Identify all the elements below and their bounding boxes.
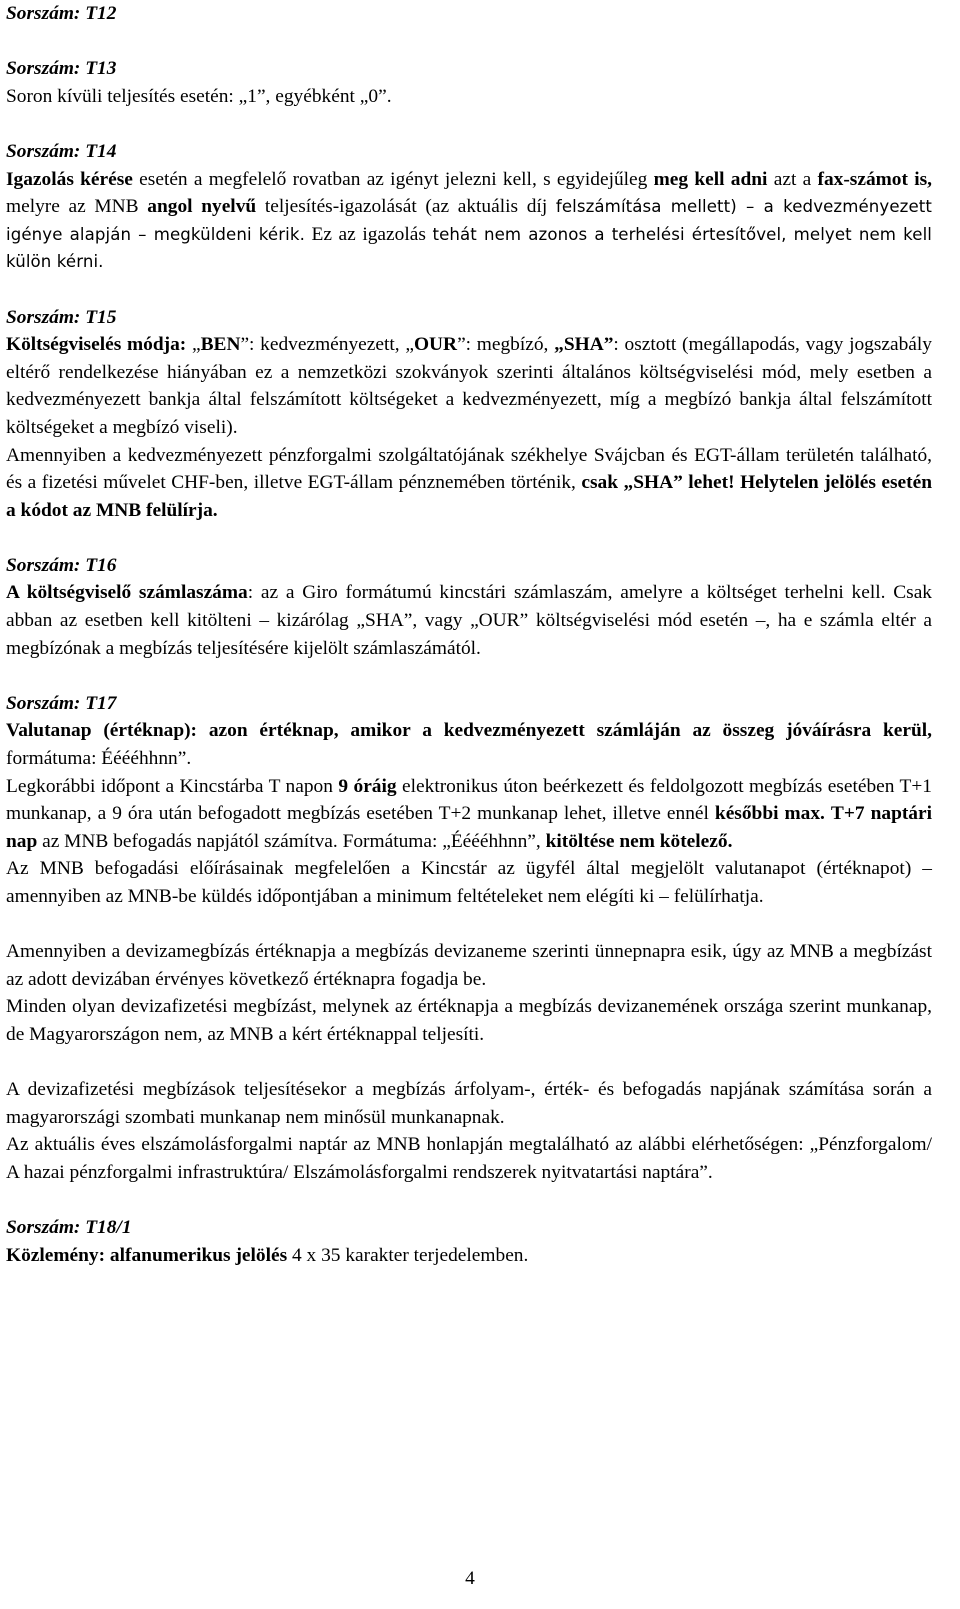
section-spacer [6, 110, 932, 138]
bold-text: Valutanap (értéknap): azon értéknap, amikor a kedvezményezett számláján az összeg jóváírásra kerül, [6, 720, 932, 742]
text-run: ”: megbízó, [457, 334, 555, 356]
text-run: 4 x 35 karakter terjedelemben. [287, 1244, 529, 1266]
text-run: ”: kedvezményezett, „ [240, 334, 414, 356]
text-run: Soron kívüli teljesítés esetén: „1”, egyébként „0”. [6, 85, 392, 107]
paragraph [6, 331, 932, 441]
bold-text: OUR [413, 334, 458, 356]
bold-text: későbbi max. [714, 803, 825, 825]
text-run: elektronikus úton beérkezett és feldolgozott megbízás esetében T+1 munkanap, a 9 óra után befogadott megbízás esetében T+2 munkanap lehet, illetve ennél [6, 775, 932, 825]
bold-text: A költségviselő számlaszáma [6, 582, 248, 604]
text-run: Legkorábbi időpont a Kincstárba T napon [6, 775, 339, 797]
paragraph-spacer [6, 911, 932, 939]
paragraph [6, 1242, 932, 1270]
paragraph [6, 579, 932, 662]
paragraph [6, 1076, 932, 1131]
bold-text: Helytelen jelölés esetén a kódot az MNB felülírja. [6, 472, 932, 521]
paragraph [6, 773, 932, 856]
text-run: Minden olyan devizafizetési megbízást, melynek az értéknapja a megbízás devizanemének országa szerint munkanap, de Magyarországon nem, az MNB a kért értéknappal teljesíti. [6, 996, 932, 1045]
section-heading-t14: Sorszám: T14 [6, 140, 117, 162]
text-run: azt a [767, 168, 818, 190]
bold-text: Költségviselés módja: [6, 334, 187, 356]
paragraph [6, 166, 932, 276]
section-spacer [6, 1187, 932, 1215]
text-run: melyre az MNB [6, 196, 148, 218]
paragraph [6, 83, 932, 111]
paragraph [6, 993, 932, 1048]
text-run: : osztott (megállapodás, vagy jogszabály eltérő rendelkezése hiányában ez a nemzetközi szokványok szerinti általános költségviselési mód, mely esetben a kedvezményezett bankja által felszámított költségeket a kedvezményezett, míg a megbízó bankja által felszámított költségeket a megbízó viseli). [6, 334, 932, 438]
bold-text: Igazolás kérése [6, 168, 133, 190]
section-spacer [6, 524, 932, 552]
bold-text: kitöltése nem kötelező. [545, 830, 733, 852]
paragraph [6, 717, 932, 772]
bold-text: csak „SHA” lehet! [581, 472, 735, 494]
text-run: Amennyiben a kedvezményezett pénzforgalmi szolgáltatójának székhelye Svájcban és EGT-állam területén található, és a fizetési művelet CHF-ben, illetve EGT-állam pénznemében történik, [6, 444, 932, 494]
bold-text: „SHA” [554, 334, 614, 356]
section-heading-t15: Sorszám: T15 [6, 306, 117, 328]
sans-text: felszámítása mellett) – a kedvezményezett igénye alapján – megküldeni kérik. [6, 197, 932, 244]
text-run: esetén a megfelelő rovatban az igényt jelezni kell, s egyidejűleg [132, 168, 654, 190]
bold-text: Közlemény: alfanumerikus jelölés [6, 1244, 288, 1266]
text-run: teljesítés-igazolását (az aktuális díj [256, 196, 556, 218]
section-spacer [6, 662, 932, 690]
section-heading-t13: Sorszám: T13 [6, 58, 117, 80]
bold-text: angol nyelvű [147, 196, 257, 218]
section-spacer [6, 276, 932, 304]
bold-text: T+7 naptári nap [6, 803, 932, 852]
bold-text: fax-számot is, [817, 168, 932, 190]
section-heading-t18-1: Sorszám: T18/1 [6, 1217, 132, 1239]
bold-text: 9 óráig [338, 775, 397, 797]
text-run: Az MNB befogadási előírásainak megfelelően a Kincstár az ügyfél által megjelölt valutanapot (értéknapot) – amennyiben az MNB-be küldés időpontjában a minimum feltételeket nem elégíti ki – felülírhatja. [6, 858, 932, 907]
page-number: 4 [465, 1568, 475, 1589]
paragraph [6, 1131, 932, 1186]
section-heading-t16: Sorszám: T16 [6, 554, 117, 576]
paragraph [6, 855, 932, 910]
paragraph-spacer [6, 1049, 932, 1077]
section-spacer [6, 28, 932, 56]
text-run: az MNB befogadás napjától számítva. Formátuma: „Ééééhhnn”, [37, 830, 546, 852]
bold-text: meg kell adni [653, 168, 768, 190]
section-heading-t17: Sorszám: T17 [6, 692, 117, 714]
sans-text: tehát nem azonos a terhelési értesítővel, melyet nem kell külön kérni. [6, 224, 933, 272]
section-heading-t12: Sorszám: T12 [6, 3, 117, 24]
text-run: „ [186, 334, 201, 356]
document-page [6, 0, 932, 1269]
bold-text: BEN [200, 334, 241, 356]
text-run: A devizafizetési megbízások teljesítésekor a megbízás árfolyam-, érték- és befogadás napjának számítása során a magyarországi szombati munkanap nem minősül munkanapnak. [6, 1079, 932, 1128]
text-run: : az a Giro formátumú kincstári számlaszám, amelyre a költséget terhelni kell. Csak abban az esetben kell kitölteni – kizárólag „SHA”, vagy „OUR” költségviselési mód esetén –, ha e számla eltér a megbízónak a megbízás teljesítésére kijelölt számlaszámától. [6, 582, 932, 659]
paragraph [6, 938, 932, 993]
text-run: Amennyiben a devizamegbízás értéknapja a megbízás devizaneme szerinti ünnepnapra esik, úgy az MNB a megbízást az adott devizában érvényes következő értéknapra fogadja be. [6, 941, 932, 990]
paragraph [6, 442, 932, 525]
text-run: Ez az igazolás [304, 223, 433, 245]
text-run: Az aktuális éves elszámolásforgalmi naptár az MNB honlapján megtalálható az alábbi elérhetőségen: „Pénzforgalom/ A hazai pénzforgalmi infrastruktúra/ Elszámolásforgalmi rendszerek nyitvatartási naptára”. [6, 1134, 932, 1183]
text-run: formátuma: Ééééhhnn”. [6, 748, 192, 770]
